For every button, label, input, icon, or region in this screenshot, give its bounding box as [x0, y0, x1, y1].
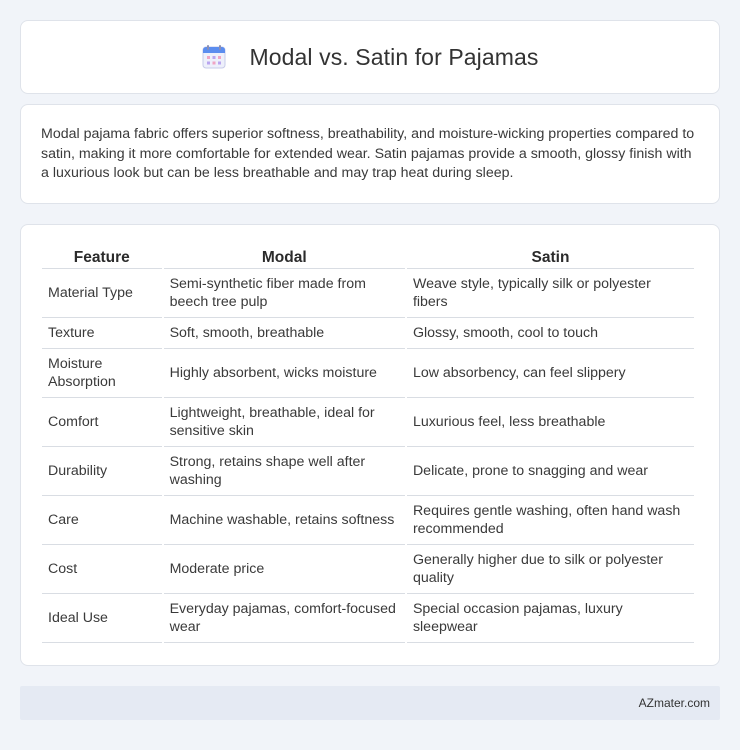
modal-cell: Strong, retains shape well after washing: [164, 447, 405, 496]
modal-cell: Semi-synthetic fiber made from beech tree pulp: [164, 269, 405, 318]
footer: [20, 686, 720, 720]
calendar-icon: [201, 44, 227, 70]
satin-cell: Requires gentle washing, often hand wash recommended: [407, 496, 694, 545]
satin-cell: Delicate, prone to snagging and wear: [407, 447, 694, 496]
modal-cell: Machine washable, retains softness: [164, 496, 405, 545]
feature-cell: Texture: [42, 318, 162, 349]
feature-cell: Care: [42, 496, 162, 545]
table-row: [42, 318, 694, 349]
modal-cell: Everyday pajamas, comfort-focused wear: [164, 594, 405, 643]
satin-cell: Special occasion pajamas, luxury sleepwear: [407, 594, 694, 643]
table-row: [42, 269, 694, 318]
table-header-row: [42, 245, 694, 269]
intro-paragraph: Modal pajama fabric offers superior softness, breathability, and moisture-wicking properties compared to satin, making it more comfortable for extended wear. Satin pajamas provide a smooth, glossy finish with a luxurious look but can be less breathable and may trap heat during sleep.: [41, 126, 695, 181]
comparison-card: [20, 224, 720, 666]
comparison-table: [40, 245, 696, 643]
satin-cell: Generally higher due to silk or polyester quality: [407, 545, 694, 594]
column-header-feature: Feature: [42, 245, 162, 269]
modal-cell: Highly absorbent, wicks moisture: [164, 349, 405, 398]
table-row: [42, 594, 694, 643]
satin-cell: Glossy, smooth, cool to touch: [407, 318, 694, 349]
feature-cell: Ideal Use: [42, 594, 162, 643]
feature-cell: Material Type: [42, 269, 162, 318]
table-row: [42, 349, 694, 398]
modal-cell: Soft, smooth, breathable: [164, 318, 405, 349]
footer-site-name: AZmater.com: [638, 696, 710, 710]
column-header-modal: Modal: [164, 245, 405, 269]
satin-cell: Low absorbency, can feel slippery: [407, 349, 694, 398]
satin-cell: Weave style, typically silk or polyester fibers: [407, 269, 694, 318]
column-header-satin: Satin: [407, 245, 694, 269]
intro-card: [20, 104, 720, 204]
modal-cell: Moderate price: [164, 545, 405, 594]
feature-cell: Moisture Absorption: [42, 349, 162, 398]
table-row: [42, 496, 694, 545]
table-row: [42, 398, 694, 447]
table-row: [42, 447, 694, 496]
title-card: [20, 20, 720, 94]
feature-cell: Durability: [42, 447, 162, 496]
satin-cell: Luxurious feel, less breathable: [407, 398, 694, 447]
feature-cell: Cost: [42, 545, 162, 594]
feature-cell: Comfort: [42, 398, 162, 447]
modal-cell: Lightweight, breathable, ideal for sensitive skin: [164, 398, 405, 447]
page-title: Modal vs. Satin for Pajamas: [249, 43, 539, 70]
table-row: [42, 545, 694, 594]
